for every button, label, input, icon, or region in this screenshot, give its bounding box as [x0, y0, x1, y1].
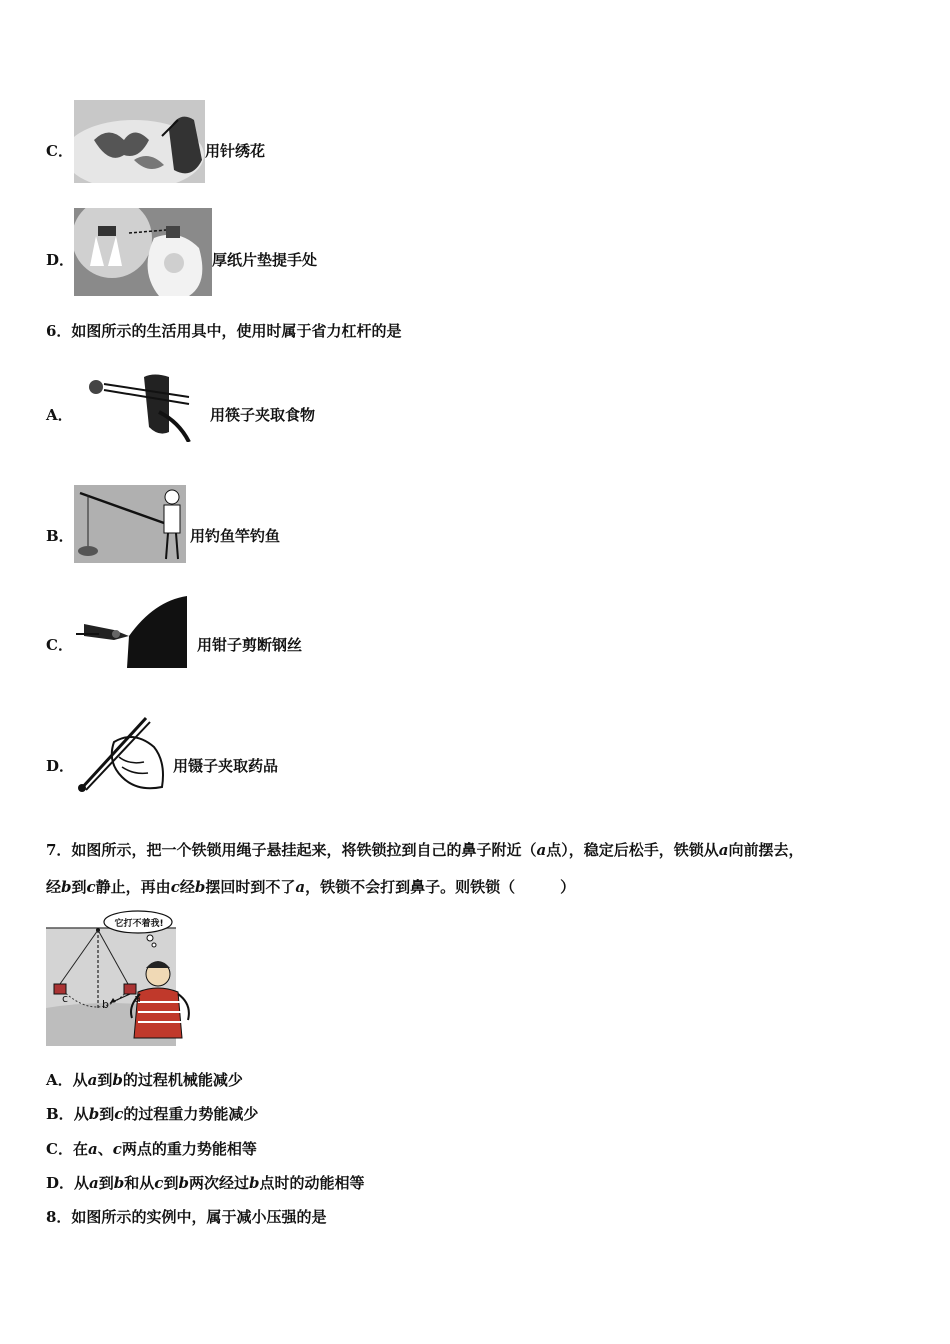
var-b: b [61, 878, 72, 896]
var-a: a [536, 841, 547, 859]
var: a [87, 1071, 98, 1089]
point-label-b: b [102, 998, 109, 1011]
pendulum-lock-figure [46, 908, 206, 1046]
option-text: 的过程机械能减少 [122, 1071, 243, 1089]
option-letter: D． [46, 1174, 75, 1192]
var-a: a [718, 841, 729, 859]
chopsticks-image [74, 352, 194, 442]
var-c: c [86, 878, 96, 896]
option-text: 从 [73, 1105, 89, 1123]
q7-stem-text: 静止，再由 [95, 878, 171, 896]
q6-option-c [46, 634, 73, 655]
tweezers-image [74, 712, 170, 796]
q7-stem-text: 向前摆去， [728, 841, 804, 859]
option-text: 的过程重力势能减少 [123, 1105, 259, 1123]
q7-stem-text: 7．如图所示，把一个铁锁用绳子悬挂起来，将铁锁拉到自己的鼻子附近（ [46, 841, 537, 859]
option-text: 、 [97, 1140, 113, 1158]
option-text: 从 [72, 1071, 88, 1089]
q6-stem: 6．如图所示的生活用具中，使用时属于省力杠杆的是 [46, 322, 402, 340]
q6-option-a-text: 用筷子夹取食物 [210, 406, 316, 424]
option-text: 到 [97, 1071, 113, 1089]
q7-option-a [46, 1069, 243, 1090]
var-c: c [170, 878, 180, 896]
var: a [89, 1174, 99, 1192]
var: b [113, 1174, 125, 1192]
cardboard-handle-bag-image [74, 208, 212, 296]
var: b [248, 1174, 260, 1192]
q7-stem-text: 摆回时到不了 [205, 878, 296, 896]
option-letter: B． [46, 527, 74, 545]
option-text: 到 [98, 1174, 114, 1192]
option-letter: C． [46, 142, 73, 160]
option-text: 两次经过 [188, 1174, 249, 1192]
option-letter: A． [46, 1071, 73, 1089]
option-letter: A． [46, 406, 73, 424]
q5-option-d [46, 249, 74, 270]
q7-stem-text: 到 [71, 878, 87, 896]
option-text: 和从 [124, 1174, 155, 1192]
q5-option-c-text: 用针绣花 [205, 142, 266, 160]
var: c [154, 1174, 164, 1192]
embroidery-needle-image [74, 100, 205, 183]
var: b [178, 1174, 189, 1192]
fishing-rod-image [74, 485, 186, 563]
point-label-a: a [134, 992, 141, 1005]
q6-option-a [46, 404, 73, 425]
var: b [88, 1105, 100, 1123]
q7-option-d [46, 1172, 364, 1193]
option-letter: B． [46, 1105, 74, 1123]
q7-stem-line-1 [46, 839, 803, 860]
q6-option-b [46, 525, 74, 546]
q6-option-d [46, 755, 74, 776]
option-text: 点时的动能相等 [259, 1174, 365, 1192]
q7-stem-text: 经 [46, 878, 62, 896]
speech-bubble-text: 它打不着我! [114, 919, 164, 929]
var: b [112, 1071, 123, 1089]
var-a: a [295, 878, 306, 896]
option-letter: D． [46, 251, 75, 269]
var: c [112, 1140, 122, 1158]
option-text: 到 [163, 1174, 179, 1192]
q5-option-c [46, 140, 73, 161]
q6-option-c-text: 用钳子剪断钢丝 [197, 636, 303, 654]
q6-option-d-text: 用镊子夹取药品 [173, 757, 279, 775]
q7-stem-line-2 [46, 876, 575, 897]
option-letter: D． [46, 757, 75, 775]
option-letter: C． [46, 636, 73, 654]
q7-option-b [46, 1103, 258, 1124]
point-label-c: c [62, 992, 69, 1005]
option-letter: C． [46, 1140, 73, 1158]
q8-stem: 8．如图所示的实例中，属于减小压强的是 [46, 1208, 327, 1226]
var: c [114, 1105, 124, 1123]
option-text: 在 [72, 1140, 88, 1158]
q5-option-d-text: 厚纸片垫提手处 [212, 251, 318, 269]
pliers-image [74, 596, 187, 668]
var: a [87, 1140, 98, 1158]
q6-option-b-text: 用钓鱼竿钓鱼 [190, 527, 281, 545]
q7-option-c [46, 1138, 257, 1159]
var-b: b [194, 878, 206, 896]
q7-stem-text: ，铁锁不会打到鼻子。则铁锁（ ） [305, 878, 576, 896]
option-text: 到 [99, 1105, 115, 1123]
q7-stem-text: 点），稳定后松手，铁锁从 [546, 841, 719, 859]
option-text: 从 [74, 1174, 90, 1192]
option-text: 两点的重力势能相等 [121, 1140, 257, 1158]
q7-stem-text: 经 [179, 878, 195, 896]
